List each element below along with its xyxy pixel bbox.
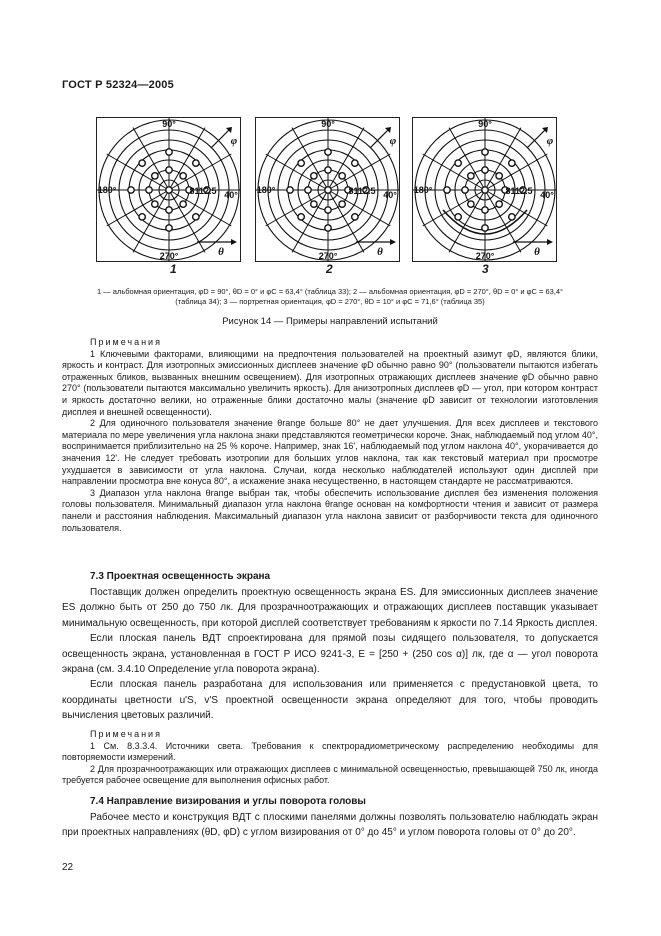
phi-symbol: φ <box>389 135 397 147</box>
label-90: 90° <box>162 119 176 129</box>
test-point <box>146 187 152 193</box>
label-180: 180° <box>256 185 276 195</box>
phi-arrow <box>370 130 388 148</box>
theta-symbol: θ <box>218 246 224 258</box>
test-point <box>180 201 186 207</box>
label-270: 270° <box>318 251 338 261</box>
test-point <box>325 167 331 173</box>
test-point <box>509 160 515 166</box>
test-point <box>152 173 158 179</box>
polar-diagram-2 <box>255 117 400 262</box>
test-point <box>166 187 172 193</box>
section-title-7-4: 7.4 Направление визирования и углы поворота головы <box>90 796 366 807</box>
test-point <box>352 160 358 166</box>
test-point <box>339 201 345 207</box>
test-point <box>468 201 474 207</box>
test-point <box>444 187 450 193</box>
test-point <box>325 149 331 155</box>
theta-arrowhead <box>231 239 237 245</box>
test-point <box>325 225 331 231</box>
test-point <box>462 187 468 193</box>
notes-block-2 <box>62 729 598 787</box>
note-paragraph: 1 См. 8.3.3.4. Источники света. Требования к спектрорадиометрическому распределению необходимы для повторяемости измерений. <box>62 740 598 763</box>
figure-number-1: 1 <box>170 262 177 276</box>
phi-arrow <box>211 130 229 148</box>
theta-arrowhead <box>390 239 396 245</box>
notes-heading: Примечания <box>90 729 162 739</box>
test-point <box>482 207 488 213</box>
test-point <box>180 173 186 179</box>
phi-symbol: φ <box>546 135 554 147</box>
note-paragraph: 1 Ключевыми факторами, влияющими на предпочтения пользователей на проектный азимут φD, являются блики, яркость и контраст. Для изотропных эмиссионных дисплеев значение φD обычно равно 90° (пользователи пытаются избегать отраженных бликов, вызванных внешним освещением). Для изотропных отражающих дисплеев значение φD обычно равно 270° (пользователи пытаются максимально увеличить яркость). Для анизотропных дисплеев φD — угол, при котором контраст и яркость достаточно велики, но отраженные блики достаточно малы (значение φD зависит от технологии изготовления дисплея и внешней освещенности). <box>62 348 598 417</box>
test-point <box>298 214 304 220</box>
label-40: 40° <box>383 190 397 200</box>
test-point <box>311 201 317 207</box>
figure-number-2: 2 <box>326 262 333 276</box>
polar-diagram-svg <box>413 118 556 261</box>
test-point <box>139 214 145 220</box>
page-number: 22 <box>62 862 74 873</box>
test-point <box>325 207 331 213</box>
polar-diagram-1 <box>96 117 241 262</box>
note-paragraph: 2 Для прозрачноотражающих или отражающих дисплеев с минимальной освещенностью, превышающей 750 лк, иногда требуется рабочее освещение для выполнения офисных работ. <box>62 763 598 786</box>
label-scale: 8112.5 <box>348 186 376 196</box>
test-point <box>166 167 172 173</box>
legend-line-1: 1 — альбомная ориентация, φD = 90°, θD = 0° и φC = 63,4° (таблица 33); 2 — альбомная ориентация, φD = 270°, θD = 0° и φC = 63,4° <box>96 287 564 296</box>
label-180: 180° <box>413 185 433 195</box>
figure-number-3: 3 <box>482 262 489 276</box>
label-270: 270° <box>159 251 179 261</box>
figure-caption: Рисунок 14 — Примеры направлений испытаний <box>222 316 438 327</box>
theta-symbol: θ <box>377 246 383 258</box>
test-point <box>152 201 158 207</box>
label-180: 180° <box>97 185 117 195</box>
notes-block-1 <box>62 337 598 534</box>
theta-arrowhead <box>547 239 553 245</box>
test-point <box>166 207 172 213</box>
label-270: 270° <box>475 251 495 261</box>
test-point <box>339 173 345 179</box>
section-7-4-body <box>62 810 598 841</box>
figure-legend <box>60 287 600 307</box>
legend-line-2: (таблица 34); 3 — портретная ориентация, φD = 270°, θD = 10° и φC = 71,6° (таблица 35) <box>175 297 485 306</box>
phi-arrow <box>527 130 545 148</box>
note-paragraph: 2 Для одиночного пользователя значение θrange больше 80° не дает улучшения. Для всех дисплеев и текстового материала по мере увеличения угла наклона знаки представляются геометрически короче. Знак, наблюдаемый под углом 40°, воспринимается приблизительно на 25 % короче. Например, знак 16', наблюдаемый под углом наклона 40°, укорачивается до значения 12'. Не следует требовать изотропии для больших углов наклона, так как текстовый материал при просмотре ухудшается в зависимости от угла наклона. Случаи, когда несколько наблюдателей используют один дисплей при направлении просмотра вне конуса 80°, а искажение знака несущественно, в настоящем стандарте не рассматриваются. <box>62 418 598 487</box>
label-scale: 8112.5 <box>189 186 217 196</box>
label-90: 90° <box>321 119 335 129</box>
label-40: 40° <box>224 190 238 200</box>
body-paragraph: Если плоская панель ВДТ спроектирована для прямой позы сидящего пользователя, то допускается освещенность экрана, установленная в ГОСТ Р ИСО 9241-3, E = [250 + (250 cos α)] лк, где α — угол поворота экрана (см. 3.4.10 Определение угла поворота экрана). <box>62 633 598 676</box>
document-header: ГОСТ Р 52324—2005 <box>62 79 174 91</box>
body-paragraph: Если плоская панель разработана для использования или применяется с предустановкой цвета, то координаты цветности u'S, v'S проектной освещенности экрана определяют для того, чтобы проводить вычисления цветовых различий. <box>62 679 598 722</box>
test-point <box>352 214 358 220</box>
test-point <box>128 187 134 193</box>
test-point <box>468 173 474 179</box>
test-point <box>287 187 293 193</box>
test-point <box>482 167 488 173</box>
section-title-7-3: 7.3 Проектная освещенность экрана <box>90 571 271 582</box>
figure-14 <box>96 117 566 262</box>
polar-diagram-svg <box>97 118 240 261</box>
phi-symbol: φ <box>230 135 238 147</box>
test-point <box>496 173 502 179</box>
test-point <box>482 149 488 155</box>
test-point <box>455 214 461 220</box>
notes-heading: Примечания <box>90 337 162 347</box>
section-7-3-body <box>62 585 598 724</box>
test-point <box>455 160 461 166</box>
polar-diagram-3 <box>412 117 557 262</box>
test-point <box>298 160 304 166</box>
test-point <box>166 225 172 231</box>
polar-diagram-svg <box>256 118 399 261</box>
test-point <box>325 187 331 193</box>
test-point <box>166 149 172 155</box>
label-scale: 8112.5 <box>505 186 533 196</box>
label-40: 40° <box>540 190 554 200</box>
body-paragraph: Поставщик должен определить проектную освещенность экрана ES. Для эмиссионных дисплеев значение ES должно быть от 250 до 750 лк. Для прозрачноотражающих и отражающих дисплеев поставщик указывает минимальную освещенность, при которой дисплей соответствует требованиям к яркости по 7.14 Яркость дисплея. <box>62 587 598 629</box>
test-point <box>496 201 502 207</box>
theta-symbol: θ <box>534 246 540 258</box>
test-point <box>509 214 515 220</box>
test-point <box>482 225 488 231</box>
test-point <box>193 214 199 220</box>
test-point <box>311 173 317 179</box>
test-point <box>139 160 145 166</box>
label-90: 90° <box>478 119 492 129</box>
test-point <box>482 187 488 193</box>
note-paragraph: 3 Диапазон угла наклона θrange выбран так, чтобы обеспечить использование дисплея без изменения положения головы пользователя. Минимальный диапазон угла наклона θrange основан на комфортности чтения и зависит от размера панели и расстояния наблюдения. Максимальный диапазон угла наклона зависит от разборчивости текста для одиночного пользователя. <box>62 487 598 533</box>
test-point <box>193 160 199 166</box>
test-point <box>305 187 311 193</box>
body-paragraph: Рабочее место и конструкция ВДТ с плоскими панелями должны позволять пользователю наблюдать экран при проектных направлениях (θD, φD) с углом визирования от 0° до 45° и углом поворота головы от 0° до 20°. <box>62 812 598 839</box>
